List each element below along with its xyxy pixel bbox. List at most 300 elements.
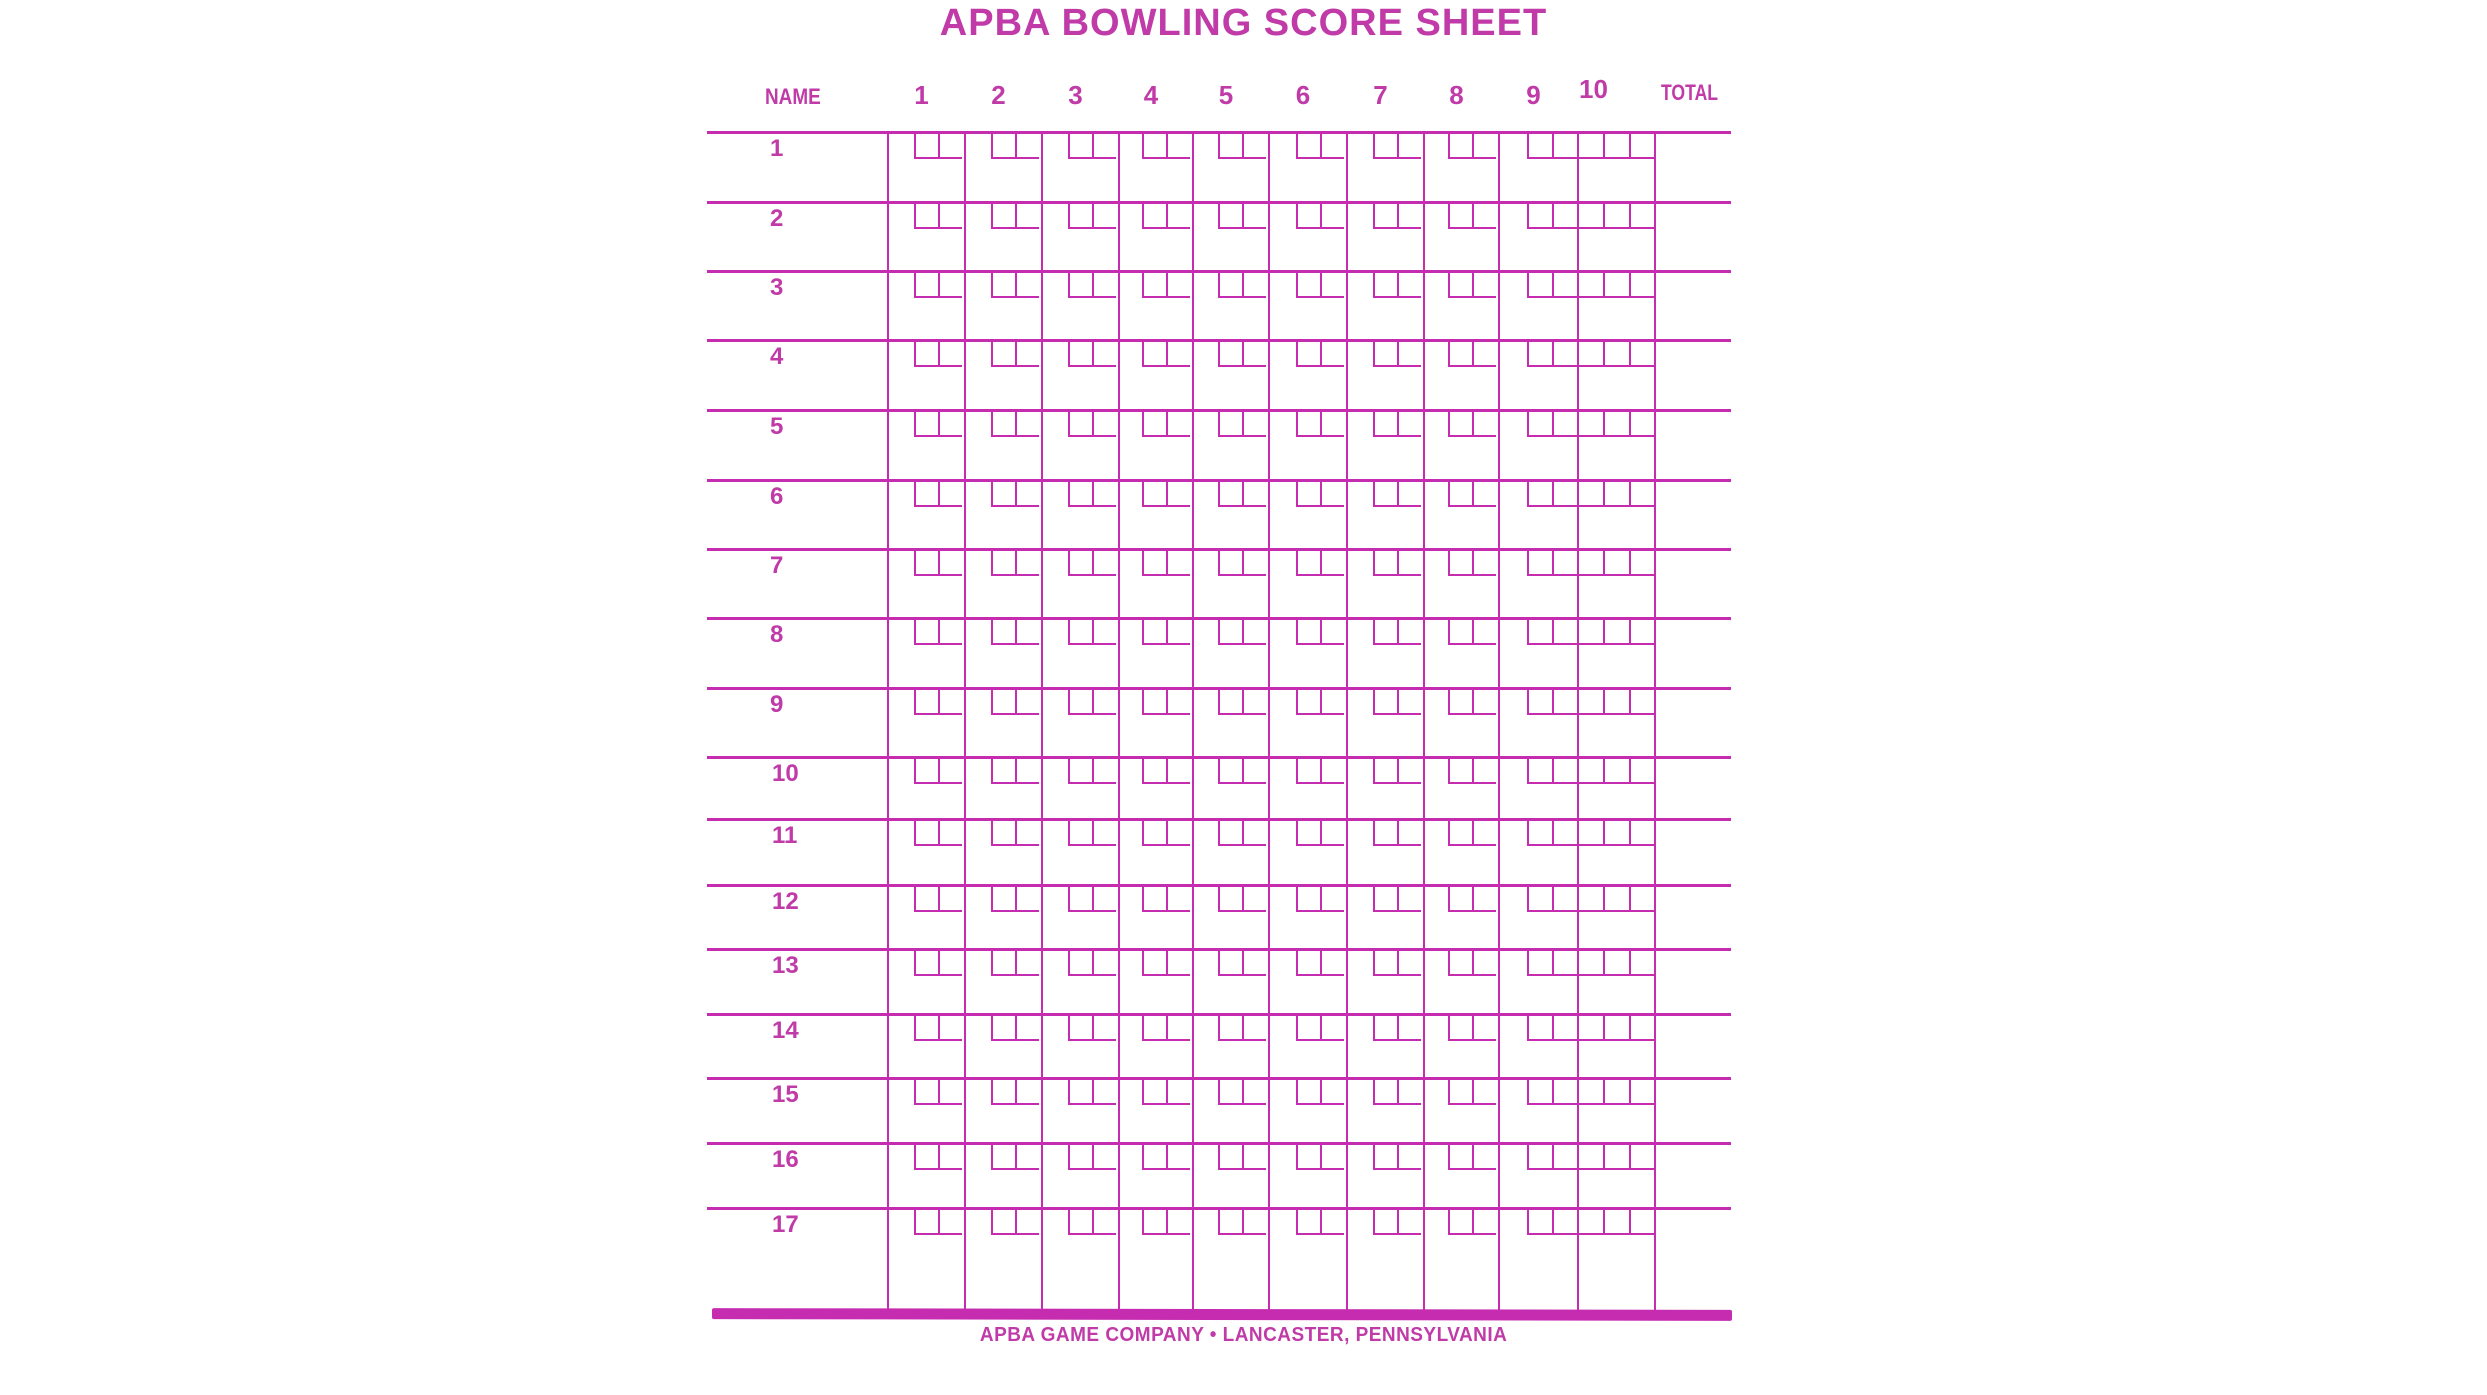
ball-box[interactable] xyxy=(1603,340,1629,365)
ball-box[interactable] xyxy=(1527,618,1552,643)
frame-1-ball-boxes[interactable] xyxy=(914,819,962,846)
ball-box[interactable] xyxy=(938,340,962,365)
frame-7-ball-boxes[interactable] xyxy=(1373,618,1421,645)
ball-box[interactable] xyxy=(1373,1208,1397,1233)
ball-box[interactable] xyxy=(938,549,962,574)
ball-box[interactable] xyxy=(1142,549,1166,574)
ball-box[interactable] xyxy=(1068,1014,1092,1039)
ball-box[interactable] xyxy=(1068,340,1092,365)
ball-box[interactable] xyxy=(991,1208,1015,1233)
ball-box[interactable] xyxy=(1296,410,1320,435)
ball-box[interactable] xyxy=(1629,132,1654,157)
ball-box[interactable] xyxy=(1552,340,1577,365)
ball-box[interactable] xyxy=(1218,618,1242,643)
ball-box[interactable] xyxy=(1603,819,1629,844)
total-score-field[interactable] xyxy=(1658,888,1728,946)
ball-box[interactable] xyxy=(1527,1078,1552,1103)
frame-4-ball-boxes[interactable] xyxy=(1142,757,1190,784)
frame-1-ball-boxes[interactable] xyxy=(914,202,962,229)
ball-box[interactable] xyxy=(1552,202,1577,227)
ball-box[interactable] xyxy=(1015,885,1039,910)
ball-box[interactable] xyxy=(1320,132,1344,157)
ball-box[interactable] xyxy=(1296,202,1320,227)
ball-box[interactable] xyxy=(1448,1208,1472,1233)
ball-box[interactable] xyxy=(1603,688,1629,713)
frame-3-ball-boxes[interactable] xyxy=(1068,549,1116,576)
ball-box[interactable] xyxy=(1015,549,1039,574)
frame-8-ball-boxes[interactable] xyxy=(1448,618,1496,645)
ball-box[interactable] xyxy=(1068,271,1092,296)
ball-box[interactable] xyxy=(1242,757,1266,782)
total-score-field[interactable] xyxy=(1658,691,1728,754)
ball-box[interactable] xyxy=(1218,480,1242,505)
ball-box[interactable] xyxy=(914,949,938,974)
frame-2-ball-boxes[interactable] xyxy=(991,1208,1039,1235)
ball-box[interactable] xyxy=(1577,1014,1603,1039)
ball-box[interactable] xyxy=(1218,1208,1242,1233)
total-score-field[interactable] xyxy=(1658,343,1728,407)
frame-8-ball-boxes[interactable] xyxy=(1448,885,1496,912)
ball-box[interactable] xyxy=(1373,1143,1397,1168)
ball-box[interactable] xyxy=(1577,688,1603,713)
ball-box[interactable] xyxy=(1320,618,1344,643)
ball-box[interactable] xyxy=(1577,202,1603,227)
frame-1-ball-boxes[interactable] xyxy=(914,271,962,298)
frame-1-ball-boxes[interactable] xyxy=(914,132,962,159)
ball-box[interactable] xyxy=(1142,688,1166,713)
frame-2-ball-boxes[interactable] xyxy=(991,549,1039,576)
ball-box[interactable] xyxy=(1577,618,1603,643)
ball-box[interactable] xyxy=(1448,819,1472,844)
ball-box[interactable] xyxy=(1242,410,1266,435)
ball-box[interactable] xyxy=(991,618,1015,643)
frame-5-ball-boxes[interactable] xyxy=(1218,340,1266,367)
frame-2-ball-boxes[interactable] xyxy=(991,885,1039,912)
frame-3-ball-boxes[interactable] xyxy=(1068,819,1116,846)
ball-box[interactable] xyxy=(1218,410,1242,435)
ball-box[interactable] xyxy=(1296,1143,1320,1168)
ball-box[interactable] xyxy=(1296,480,1320,505)
ball-box[interactable] xyxy=(1397,480,1421,505)
ball-box[interactable] xyxy=(1397,410,1421,435)
ball-box[interactable] xyxy=(1242,1208,1266,1233)
frame-5-ball-boxes[interactable] xyxy=(1218,949,1266,976)
ball-box[interactable] xyxy=(1373,549,1397,574)
ball-box[interactable] xyxy=(1472,618,1496,643)
ball-box[interactable] xyxy=(938,1014,962,1039)
ball-box[interactable] xyxy=(1015,688,1039,713)
frame-7-ball-boxes[interactable] xyxy=(1373,1143,1421,1170)
ball-box[interactable] xyxy=(1472,340,1496,365)
ball-box[interactable] xyxy=(1373,410,1397,435)
frame-4-ball-boxes[interactable] xyxy=(1142,340,1190,367)
ball-box[interactable] xyxy=(1142,202,1166,227)
ball-box[interactable] xyxy=(1397,885,1421,910)
player-name-field[interactable] xyxy=(808,552,884,615)
ball-box[interactable] xyxy=(1397,1078,1421,1103)
frame-6-ball-boxes[interactable] xyxy=(1296,549,1344,576)
frame-4-ball-boxes[interactable] xyxy=(1142,132,1190,159)
frame-7-ball-boxes[interactable] xyxy=(1373,271,1421,298)
ball-box[interactable] xyxy=(1320,202,1344,227)
frame-9-10-ball-boxes[interactable] xyxy=(1527,949,1654,976)
ball-box[interactable] xyxy=(991,271,1015,296)
ball-box[interactable] xyxy=(938,132,962,157)
frame-6-ball-boxes[interactable] xyxy=(1296,1143,1344,1170)
player-name-field[interactable] xyxy=(808,1211,884,1307)
frame-1-ball-boxes[interactable] xyxy=(914,340,962,367)
ball-box[interactable] xyxy=(1552,410,1577,435)
player-name-field[interactable] xyxy=(808,483,884,546)
frame-7-ball-boxes[interactable] xyxy=(1373,1208,1421,1235)
ball-box[interactable] xyxy=(1142,949,1166,974)
ball-box[interactable] xyxy=(1472,549,1496,574)
frame-3-ball-boxes[interactable] xyxy=(1068,1143,1116,1170)
ball-box[interactable] xyxy=(1397,949,1421,974)
frame-5-ball-boxes[interactable] xyxy=(1218,688,1266,715)
ball-box[interactable] xyxy=(1603,480,1629,505)
ball-box[interactable] xyxy=(938,1208,962,1233)
ball-box[interactable] xyxy=(1397,549,1421,574)
frame-2-ball-boxes[interactable] xyxy=(991,1078,1039,1105)
ball-box[interactable] xyxy=(1629,757,1654,782)
ball-box[interactable] xyxy=(1448,949,1472,974)
frame-6-ball-boxes[interactable] xyxy=(1296,132,1344,159)
ball-box[interactable] xyxy=(1296,1208,1320,1233)
ball-box[interactable] xyxy=(1472,949,1496,974)
ball-box[interactable] xyxy=(1527,1014,1552,1039)
frame-9-10-ball-boxes[interactable] xyxy=(1527,1014,1654,1041)
ball-box[interactable] xyxy=(1218,340,1242,365)
ball-box[interactable] xyxy=(1629,410,1654,435)
ball-box[interactable] xyxy=(1242,132,1266,157)
player-name-field[interactable] xyxy=(808,952,884,1011)
ball-box[interactable] xyxy=(938,885,962,910)
frame-1-ball-boxes[interactable] xyxy=(914,885,962,912)
ball-box[interactable] xyxy=(1577,549,1603,574)
ball-box[interactable] xyxy=(1166,271,1190,296)
ball-box[interactable] xyxy=(1166,1014,1190,1039)
ball-box[interactable] xyxy=(1552,819,1577,844)
ball-box[interactable] xyxy=(991,132,1015,157)
ball-box[interactable] xyxy=(1166,132,1190,157)
frame-6-ball-boxes[interactable] xyxy=(1296,1208,1344,1235)
ball-box[interactable] xyxy=(1552,949,1577,974)
frame-5-ball-boxes[interactable] xyxy=(1218,410,1266,437)
ball-box[interactable] xyxy=(1552,1078,1577,1103)
ball-box[interactable] xyxy=(1373,340,1397,365)
ball-box[interactable] xyxy=(1142,340,1166,365)
frame-4-ball-boxes[interactable] xyxy=(1142,549,1190,576)
ball-box[interactable] xyxy=(1448,132,1472,157)
ball-box[interactable] xyxy=(1092,885,1116,910)
ball-box[interactable] xyxy=(1320,480,1344,505)
ball-box[interactable] xyxy=(1218,949,1242,974)
frame-7-ball-boxes[interactable] xyxy=(1373,549,1421,576)
frame-7-ball-boxes[interactable] xyxy=(1373,757,1421,784)
ball-box[interactable] xyxy=(1373,1014,1397,1039)
ball-box[interactable] xyxy=(1448,688,1472,713)
ball-box[interactable] xyxy=(1373,271,1397,296)
ball-box[interactable] xyxy=(1218,885,1242,910)
ball-box[interactable] xyxy=(1068,132,1092,157)
ball-box[interactable] xyxy=(1472,885,1496,910)
frame-3-ball-boxes[interactable] xyxy=(1068,618,1116,645)
frame-9-10-ball-boxes[interactable] xyxy=(1527,410,1654,437)
ball-box[interactable] xyxy=(1092,132,1116,157)
ball-box[interactable] xyxy=(1527,271,1552,296)
ball-box[interactable] xyxy=(1373,132,1397,157)
frame-4-ball-boxes[interactable] xyxy=(1142,688,1190,715)
frame-7-ball-boxes[interactable] xyxy=(1373,688,1421,715)
frame-2-ball-boxes[interactable] xyxy=(991,410,1039,437)
frame-1-ball-boxes[interactable] xyxy=(914,549,962,576)
ball-box[interactable] xyxy=(1092,1014,1116,1039)
frame-8-ball-boxes[interactable] xyxy=(1448,271,1496,298)
ball-box[interactable] xyxy=(1242,819,1266,844)
ball-box[interactable] xyxy=(1552,885,1577,910)
frame-3-ball-boxes[interactable] xyxy=(1068,1208,1116,1235)
ball-box[interactable] xyxy=(1448,202,1472,227)
ball-box[interactable] xyxy=(938,202,962,227)
ball-box[interactable] xyxy=(1092,1208,1116,1233)
ball-box[interactable] xyxy=(1068,1143,1092,1168)
frame-6-ball-boxes[interactable] xyxy=(1296,271,1344,298)
frame-4-ball-boxes[interactable] xyxy=(1142,1014,1190,1041)
ball-box[interactable] xyxy=(1320,819,1344,844)
ball-box[interactable] xyxy=(1472,271,1496,296)
ball-box[interactable] xyxy=(1629,1078,1654,1103)
ball-box[interactable] xyxy=(914,1078,938,1103)
frame-2-ball-boxes[interactable] xyxy=(991,1014,1039,1041)
player-name-field[interactable] xyxy=(808,135,884,199)
ball-box[interactable] xyxy=(1142,1014,1166,1039)
frame-3-ball-boxes[interactable] xyxy=(1068,885,1116,912)
ball-box[interactable] xyxy=(1577,132,1603,157)
ball-box[interactable] xyxy=(1397,1208,1421,1233)
ball-box[interactable] xyxy=(1068,1208,1092,1233)
ball-box[interactable] xyxy=(991,819,1015,844)
ball-box[interactable] xyxy=(1320,1208,1344,1233)
ball-box[interactable] xyxy=(1448,271,1472,296)
frame-6-ball-boxes[interactable] xyxy=(1296,340,1344,367)
ball-box[interactable] xyxy=(1472,1078,1496,1103)
frame-9-10-ball-boxes[interactable] xyxy=(1527,819,1654,846)
ball-box[interactable] xyxy=(1142,1143,1166,1168)
frame-3-ball-boxes[interactable] xyxy=(1068,410,1116,437)
frame-4-ball-boxes[interactable] xyxy=(1142,1143,1190,1170)
total-score-field[interactable] xyxy=(1658,1146,1728,1205)
ball-box[interactable] xyxy=(914,132,938,157)
ball-box[interactable] xyxy=(1577,271,1603,296)
ball-box[interactable] xyxy=(1296,1078,1320,1103)
ball-box[interactable] xyxy=(1320,885,1344,910)
ball-box[interactable] xyxy=(1527,885,1552,910)
ball-box[interactable] xyxy=(1068,1078,1092,1103)
ball-box[interactable] xyxy=(1015,202,1039,227)
ball-box[interactable] xyxy=(1218,271,1242,296)
ball-box[interactable] xyxy=(1448,410,1472,435)
frame-5-ball-boxes[interactable] xyxy=(1218,480,1266,507)
ball-box[interactable] xyxy=(1448,1143,1472,1168)
frame-8-ball-boxes[interactable] xyxy=(1448,202,1496,229)
ball-box[interactable] xyxy=(1166,688,1190,713)
frame-6-ball-boxes[interactable] xyxy=(1296,202,1344,229)
ball-box[interactable] xyxy=(1242,688,1266,713)
frame-7-ball-boxes[interactable] xyxy=(1373,1014,1421,1041)
frame-7-ball-boxes[interactable] xyxy=(1373,340,1421,367)
ball-box[interactable] xyxy=(1068,819,1092,844)
ball-box[interactable] xyxy=(1527,480,1552,505)
ball-box[interactable] xyxy=(1015,1078,1039,1103)
ball-box[interactable] xyxy=(1397,271,1421,296)
ball-box[interactable] xyxy=(1242,340,1266,365)
ball-box[interactable] xyxy=(1320,1078,1344,1103)
ball-box[interactable] xyxy=(1629,549,1654,574)
ball-box[interactable] xyxy=(1397,618,1421,643)
ball-box[interactable] xyxy=(1015,480,1039,505)
frame-1-ball-boxes[interactable] xyxy=(914,1208,962,1235)
frame-8-ball-boxes[interactable] xyxy=(1448,340,1496,367)
frame-4-ball-boxes[interactable] xyxy=(1142,202,1190,229)
ball-box[interactable] xyxy=(1448,1014,1472,1039)
ball-box[interactable] xyxy=(1472,202,1496,227)
ball-box[interactable] xyxy=(991,949,1015,974)
ball-box[interactable] xyxy=(1068,202,1092,227)
ball-box[interactable] xyxy=(1552,132,1577,157)
frame-3-ball-boxes[interactable] xyxy=(1068,480,1116,507)
ball-box[interactable] xyxy=(1068,410,1092,435)
ball-box[interactable] xyxy=(938,618,962,643)
frame-1-ball-boxes[interactable] xyxy=(914,1078,962,1105)
total-score-field[interactable] xyxy=(1658,135,1728,199)
total-score-field[interactable] xyxy=(1658,952,1728,1011)
frame-2-ball-boxes[interactable] xyxy=(991,271,1039,298)
ball-box[interactable] xyxy=(1397,202,1421,227)
ball-box[interactable] xyxy=(1166,340,1190,365)
ball-box[interactable] xyxy=(1527,202,1552,227)
ball-box[interactable] xyxy=(1092,480,1116,505)
ball-box[interactable] xyxy=(1296,549,1320,574)
frame-2-ball-boxes[interactable] xyxy=(991,757,1039,784)
ball-box[interactable] xyxy=(1142,618,1166,643)
ball-box[interactable] xyxy=(1092,1078,1116,1103)
ball-box[interactable] xyxy=(1166,757,1190,782)
ball-box[interactable] xyxy=(1603,202,1629,227)
frame-3-ball-boxes[interactable] xyxy=(1068,271,1116,298)
frame-9-10-ball-boxes[interactable] xyxy=(1527,549,1654,576)
total-score-field[interactable] xyxy=(1658,552,1728,615)
frame-7-ball-boxes[interactable] xyxy=(1373,410,1421,437)
frame-5-ball-boxes[interactable] xyxy=(1218,549,1266,576)
ball-box[interactable] xyxy=(1142,480,1166,505)
ball-box[interactable] xyxy=(1218,688,1242,713)
ball-box[interactable] xyxy=(1527,819,1552,844)
frame-9-10-ball-boxes[interactable] xyxy=(1527,340,1654,367)
ball-box[interactable] xyxy=(1015,410,1039,435)
ball-box[interactable] xyxy=(1296,340,1320,365)
frame-6-ball-boxes[interactable] xyxy=(1296,618,1344,645)
ball-box[interactable] xyxy=(1603,1014,1629,1039)
ball-box[interactable] xyxy=(1242,1078,1266,1103)
player-name-field[interactable] xyxy=(808,1017,884,1075)
player-name-field[interactable] xyxy=(808,822,884,882)
frame-9-10-ball-boxes[interactable] xyxy=(1527,1143,1654,1170)
ball-box[interactable] xyxy=(1397,1143,1421,1168)
frame-3-ball-boxes[interactable] xyxy=(1068,1014,1116,1041)
frame-8-ball-boxes[interactable] xyxy=(1448,688,1496,715)
ball-box[interactable] xyxy=(1577,410,1603,435)
frame-7-ball-boxes[interactable] xyxy=(1373,949,1421,976)
ball-box[interactable] xyxy=(1320,410,1344,435)
ball-box[interactable] xyxy=(991,1143,1015,1168)
player-name-field[interactable] xyxy=(808,691,884,754)
frame-4-ball-boxes[interactable] xyxy=(1142,480,1190,507)
ball-box[interactable] xyxy=(1472,410,1496,435)
player-name-field[interactable] xyxy=(808,760,884,816)
ball-box[interactable] xyxy=(1166,480,1190,505)
frame-1-ball-boxes[interactable] xyxy=(914,618,962,645)
frame-2-ball-boxes[interactable] xyxy=(991,132,1039,159)
ball-box[interactable] xyxy=(991,688,1015,713)
frame-2-ball-boxes[interactable] xyxy=(991,819,1039,846)
ball-box[interactable] xyxy=(914,410,938,435)
frame-5-ball-boxes[interactable] xyxy=(1218,132,1266,159)
ball-box[interactable] xyxy=(1577,949,1603,974)
ball-box[interactable] xyxy=(1142,1078,1166,1103)
ball-box[interactable] xyxy=(914,1208,938,1233)
ball-box[interactable] xyxy=(914,271,938,296)
frame-2-ball-boxes[interactable] xyxy=(991,618,1039,645)
frame-5-ball-boxes[interactable] xyxy=(1218,271,1266,298)
player-name-field[interactable] xyxy=(808,343,884,407)
total-score-field[interactable] xyxy=(1658,760,1728,816)
ball-box[interactable] xyxy=(1603,1078,1629,1103)
ball-box[interactable] xyxy=(1068,480,1092,505)
ball-box[interactable] xyxy=(1577,480,1603,505)
ball-box[interactable] xyxy=(1142,819,1166,844)
ball-box[interactable] xyxy=(1472,688,1496,713)
ball-box[interactable] xyxy=(1296,618,1320,643)
ball-box[interactable] xyxy=(1629,1143,1654,1168)
ball-box[interactable] xyxy=(1603,618,1629,643)
ball-box[interactable] xyxy=(1527,410,1552,435)
ball-box[interactable] xyxy=(1603,132,1629,157)
frame-7-ball-boxes[interactable] xyxy=(1373,480,1421,507)
ball-box[interactable] xyxy=(1166,410,1190,435)
ball-box[interactable] xyxy=(991,202,1015,227)
ball-box[interactable] xyxy=(1577,757,1603,782)
ball-box[interactable] xyxy=(1397,340,1421,365)
frame-2-ball-boxes[interactable] xyxy=(991,949,1039,976)
ball-box[interactable] xyxy=(1629,688,1654,713)
frame-6-ball-boxes[interactable] xyxy=(1296,1014,1344,1041)
frame-8-ball-boxes[interactable] xyxy=(1448,410,1496,437)
ball-box[interactable] xyxy=(1242,202,1266,227)
ball-box[interactable] xyxy=(1527,340,1552,365)
ball-box[interactable] xyxy=(1092,410,1116,435)
frame-3-ball-boxes[interactable] xyxy=(1068,949,1116,976)
ball-box[interactable] xyxy=(1472,1143,1496,1168)
ball-box[interactable] xyxy=(1218,202,1242,227)
ball-box[interactable] xyxy=(1242,949,1266,974)
ball-box[interactable] xyxy=(1015,1143,1039,1168)
ball-box[interactable] xyxy=(938,480,962,505)
frame-4-ball-boxes[interactable] xyxy=(1142,885,1190,912)
ball-box[interactable] xyxy=(1296,949,1320,974)
ball-box[interactable] xyxy=(1603,271,1629,296)
ball-box[interactable] xyxy=(1527,688,1552,713)
